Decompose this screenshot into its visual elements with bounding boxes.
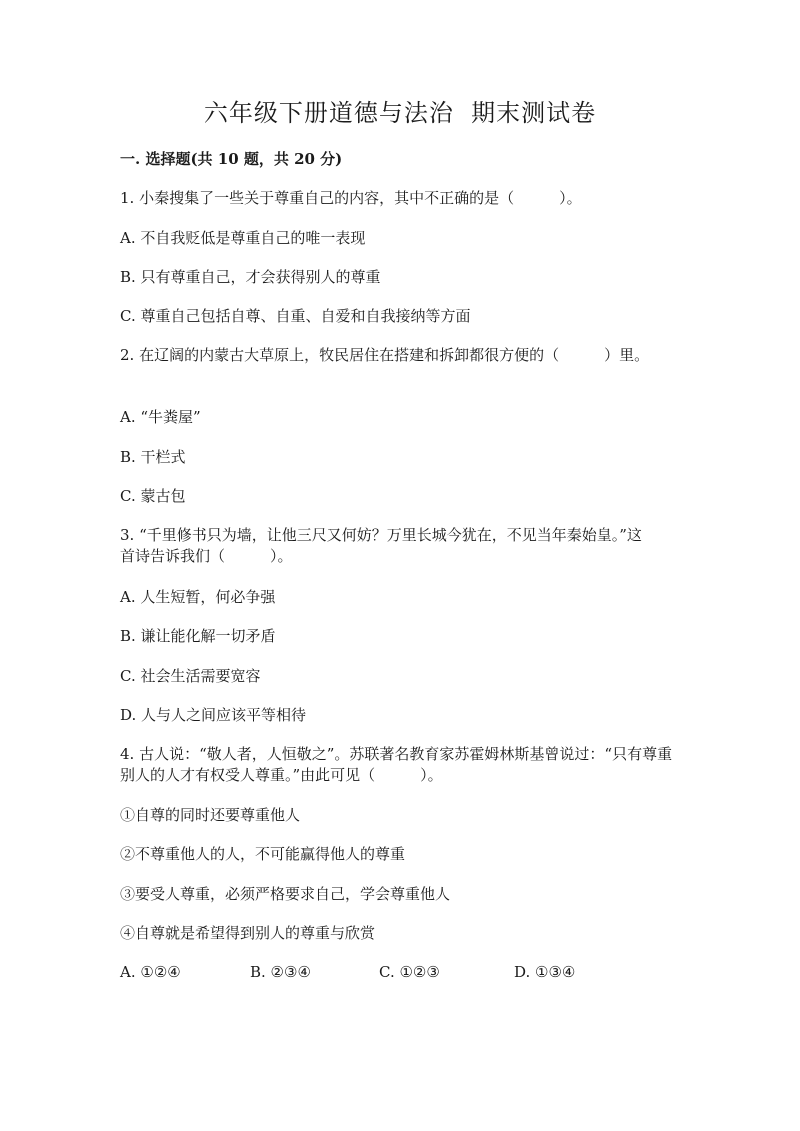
question-2-stem: 2. 在辽阔的内蒙古大草原上，牧民居住在搭建和拆卸都很方便的（ ）里。 xyxy=(120,346,650,364)
question-1-option-a: A. 不自我贬低是尊重自己的唯一表现 xyxy=(120,229,366,247)
question-4-statement-1: ①自尊的同时还要尊重他人 xyxy=(120,806,301,824)
question-2-option-b: B. 干栏式 xyxy=(120,448,186,466)
question-4-options-row xyxy=(120,962,680,984)
question-4-statement-4: ④自尊就是希望得到别人的尊重与欣赏 xyxy=(120,924,376,942)
question-3-option-b: B. 谦让能化解一切矛盾 xyxy=(120,627,276,645)
question-4-statement-3: ③要受人尊重，必须严格要求自己，学会尊重他人 xyxy=(120,885,451,903)
question-4-option-b: B. ②③④ xyxy=(250,963,311,981)
question-3-option-a: A. 人生短暂，何必争强 xyxy=(120,588,276,606)
question-4-stem: 4. 古人说：“敬人者，人恒敬之”。苏联著名教育家苏霍姆林斯基曾说过：“只有尊重别人的人才有权受人尊重。”由此可见（ ）。 xyxy=(120,745,673,784)
question-4-statement-2: ②不尊重他人的人，不可能赢得他人的尊重 xyxy=(120,845,406,863)
section-heading: 一. 选择题(共 10 题，共 20 分) xyxy=(120,150,343,168)
question-2-option-c: C. 蒙古包 xyxy=(120,487,186,505)
question-2-option-a: A. “牛粪屋” xyxy=(120,408,201,426)
question-3-stem: 3. “千里修书只为墙，让他三尺又何妨？万里长城今犹在，不见当年秦始皇。”这首诗告诉我们（ ）。 xyxy=(120,526,642,565)
page-title: 六年级下册道德与法治 期末测试卷 xyxy=(203,99,597,127)
question-3-option-d: D. 人与人之间应该平等相待 xyxy=(120,706,307,724)
question-1-stem: 1. 小秦搜集了一些关于尊重自己的内容，其中不正确的是（ ）。 xyxy=(120,189,582,207)
question-4-option-a: A. ①②④ xyxy=(120,963,181,981)
question-4-option-d: D. ①③④ xyxy=(514,963,576,981)
question-1-option-c: C. 尊重自己包括自尊、自重、自爱和自我接纳等方面 xyxy=(120,307,471,325)
question-1-option-b: B. 只有尊重自己，才会获得别人的尊重 xyxy=(120,268,381,286)
question-3-option-c: C. 社会生活需要宽容 xyxy=(120,667,261,685)
question-4-option-c: C. ①②③ xyxy=(379,963,440,981)
